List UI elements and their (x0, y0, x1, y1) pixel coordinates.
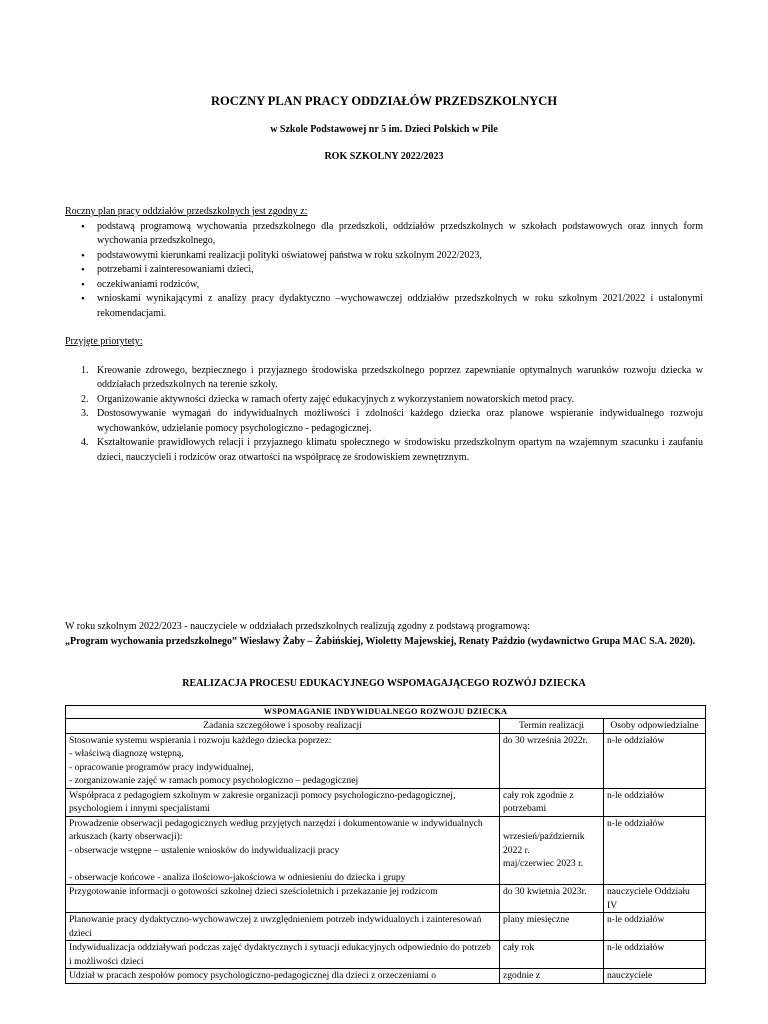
cell-line: - obserwacje wstępne – ustalenie wniosków do indywidualizacji pracy (69, 844, 340, 856)
item-text: Organizowanie aktywności dziecka w ramach oferty zajęć edukacyjnych z wykorzystaniem nowatorskich metod pracy. (97, 393, 575, 405)
column-header-tasks: Zadania szczegółowe i sposoby realizacji (66, 719, 500, 734)
list-item (81, 364, 703, 393)
table-row (66, 941, 706, 969)
persons-cell: n-le oddziałów (604, 941, 706, 969)
task-cell: Przygotowanie informacji o gotowości szkolnej dzieci sześcioletnich i przekazanie jej rodzicom (66, 885, 500, 913)
cell-line: - właściwą diagnozę wstępną, (69, 748, 184, 759)
term-cell (500, 816, 604, 885)
cell-line: - obserwacje końcowe - analiza ilościowo-jakościowa w odniesieniu do dziecka i grupy (69, 871, 406, 883)
priorities-section (65, 335, 703, 465)
persons-cell: nauczyciele (604, 969, 706, 984)
persons-cell: n-le oddziałów (604, 913, 706, 941)
task-cell: Planowanie pracy dydaktyczno-wychowawczej z uwzględnieniem potrzeb indywidualnych i zainteresowań dzieci (66, 913, 500, 941)
list-item: • wnioskami wynikającymi z analizy pracy dydaktyczno –wychowawczej oddziałów przedszkolnych w roku szkolnym 2021/2022 i ustalonymi rekomendacjami. (97, 292, 703, 321)
item-text: Kształtowanie prawidłowych relacji i przyjaznego klimatu społecznego w środowisku przedszkolnym opartym na wzajemnym szacunku i zaufaniu dzieci, nauczycieli i rodziców oraz otwartości na współpracę ze środowiskiem zewnętrznym. (97, 437, 703, 463)
section-title: REALIZACJA PROCESU EDUKACYJNEGO WSPOMAGAJĄCEGO ROZWÓJ DZIECKA (182, 678, 586, 689)
task-cell: Współpraca z pedagogiem szkolnym w zakresie organizacji pomocy psychologiczno-pedagogicznej, psychologiem i innymi specjalistami (66, 788, 500, 816)
cell-line: - opracowanie programów pracy indywidualnej, (69, 761, 254, 773)
term-cell: cały rok zgodnie z potrzebami (500, 788, 604, 816)
column-header-term: Termin realizacji (500, 719, 604, 734)
list-item (81, 407, 703, 436)
cell-line: Stosowanie systemu wspierania i rozwoju każdego dziecka poprzez: (69, 734, 332, 746)
table-row (66, 885, 706, 913)
cell-line: maj/czerwiec 2023 r. (503, 858, 584, 869)
task-cell (66, 816, 500, 885)
program-name: „Program wychowania przedszkolnego” Wiesławy Żaby – Żabińskiej, Wioletty Majewskiej, Renaty Paździo (wydawnictwo Grupa MAC S.A. 2020). (65, 635, 696, 647)
table-row (66, 733, 706, 788)
document-subtitle: w Szkole Podstawowej nr 5 im. Dzieci Polskich w Pile (270, 124, 498, 135)
persons-cell: n-le oddziałów (604, 733, 706, 788)
item-number: 2. (81, 393, 89, 405)
table-row (66, 969, 706, 984)
term-cell: cały rok (500, 941, 604, 969)
task-cell: Indywidualizacja oddziaływań podczas zajęć dydaktycznych i sytuacji edukacyjnych odpowiednio do potrzeb i możliwości dzieci (66, 941, 500, 969)
intro-section (65, 205, 703, 321)
item-number: 4. (81, 437, 89, 448)
persons-cell: nauczyciele Oddziału IV (604, 885, 706, 913)
persons-cell: n-le oddziałów (604, 788, 706, 816)
item-number: 1. (81, 364, 89, 376)
list-item: • podstawą programową wychowania przedszkolnego dla przedszkoli, oddziałów przedszkolnych w szkołach podstawowych oraz innych form wychowania przedszkolnego, (97, 220, 703, 249)
task-cell (66, 733, 500, 788)
support-table (65, 705, 706, 984)
program-section (65, 620, 703, 649)
item-text: Dostosowywanie wymagań do indywidualnych możliwości i zdolności każdego dziecka oraz planowe wspieranie indywidualnego rozwoju wychowanków, udzielanie pomocy psychologiczno - pedagogicznej. (97, 408, 703, 434)
column-header-persons: Osoby odpowiedzialne (604, 719, 706, 734)
list-item (81, 436, 703, 465)
list-item: • potrzebami i zainteresowaniami dzieci, (97, 263, 703, 278)
school-year: ROK SZKOLNY 2022/2023 (324, 151, 444, 162)
cell-line: Prowadzenie obserwacji pedagogicznych według przyjętych narzędzi i dokumentowanie w indywidualnych arkuszach (karty obserwacji): (69, 817, 483, 842)
priorities-list (65, 364, 703, 466)
intro-list (65, 220, 703, 322)
priorities-heading: Przyjęte priorytety: (65, 336, 143, 347)
table-row (66, 788, 706, 816)
task-cell: Udział w pracach zespołów pomocy psychologiczno-pedagogicznej dla dzieci z orzeczeniami o (66, 969, 500, 984)
list-item (81, 393, 703, 408)
term-cell: do 30 września 2022r. (500, 733, 604, 788)
persons-cell: n-le oddziałów (604, 816, 706, 885)
intro-heading: Roczny plan pracy oddziałów przedszkolnych jest zgodny z: (65, 206, 308, 217)
table-row (66, 913, 706, 941)
table-row (66, 816, 706, 885)
cell-line: - zorganizowanie zajęć w ramach pomocy psychologiczno – pedagogicznej (69, 775, 359, 786)
list-item: • oczekiwaniami rodziców, (97, 278, 703, 293)
term-cell: do 30 kwietnia 2023r. (500, 885, 604, 913)
document-title: ROCZNY PLAN PRACY ODDZIAŁÓW PRZEDSZKOLNYCH (210, 94, 558, 108)
item-text: Kreowanie zdrowego, bezpiecznego i przyjaznego środowiska przedszkolnego poprzez zapewnianie optymalnych warunków rozwoju dziecka w oddziałach przedszkolnych na terenie szkoły. (97, 364, 703, 390)
term-cell: plany miesięczne (500, 913, 604, 941)
item-number: 3. (81, 408, 89, 419)
program-intro: W roku szkolnym 2022/2023 - nauczyciele w oddziałach przedszkolnych realizują zgodny z podstawą programową: (65, 621, 530, 632)
table-title: WSPOMAGANIE INDYWIDUALNEGO ROZWOJU DZIECKA (66, 706, 706, 719)
term-cell: zgodnie z (500, 969, 604, 984)
cell-line: wrzesień/październik 2022 r. (503, 831, 585, 856)
list-item: • podstawowymi kierunkami realizacji polityki oświatowej państwa w roku szkolnym 2022/2023, (97, 249, 703, 264)
